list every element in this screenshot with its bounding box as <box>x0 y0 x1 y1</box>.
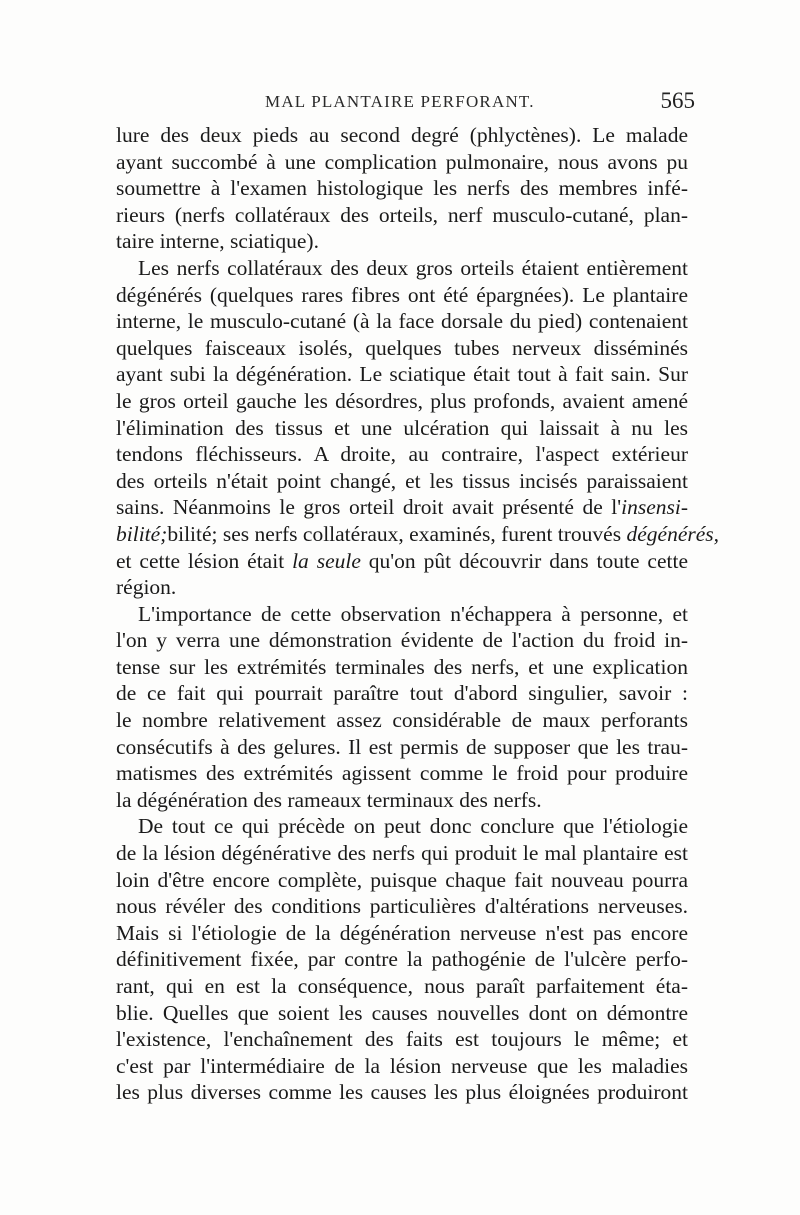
body-text <box>116 122 720 1106</box>
running-title: MAL PLANTAIRE PERFORANT. <box>265 92 535 111</box>
text-line: tense sur les extrémités terminales des nerfs, et une explication <box>116 654 688 679</box>
text-line: Mais si l'étiologie de la dégénération nerveuse n'est pas encore <box>116 920 688 945</box>
text-line: de la lésion dégénérative des nerfs qui produit le mal plantaire est <box>116 841 688 866</box>
text-line: De tout ce qui précède on peut donc conclure que l'étiologie <box>138 814 688 839</box>
text-line: les plus diverses comme les causes les plus éloignées produiront <box>116 1080 688 1105</box>
text-fragment: sains. Néanmoins le gros orteil droit avait présenté de l' <box>116 495 622 520</box>
text-line: interne, le musculo-cutané (à la face dorsale du pied) contenaient <box>116 309 688 334</box>
text-line <box>116 494 688 521</box>
text-line: dégénérés (quelques rares fibres ont été épargnées). Le plantaire <box>116 282 688 307</box>
italic-word: dégénérés, <box>626 521 720 546</box>
italic-word: bilité; <box>116 521 168 546</box>
page-header <box>255 88 695 118</box>
italic-word: insensi- <box>621 495 688 520</box>
text-line: blie. Quelles que soient les causes nouvelles dont on démontre <box>116 1000 688 1025</box>
text-line: le nombre relativement assez considérable de maux perforants <box>116 708 688 733</box>
text-line: lure des deux pieds au second degré (phlyctènes). Le malade <box>116 123 688 147</box>
text-line: définitivement fixée, par contre la pathogénie de l'ulcère perfo- <box>116 947 688 972</box>
page-number: 565 <box>660 88 695 113</box>
text-line: l'on y verra une démonstration évidente de l'action du froid in- <box>116 628 688 653</box>
text-line: rant, qui en est la conséquence, nous paraît parfaitement éta- <box>116 974 688 998</box>
text-line: soumettre à l'examen histologique les nerfs des membres infé- <box>116 176 688 201</box>
text-line <box>116 521 720 548</box>
text-line <box>116 548 688 575</box>
text-line: le gros orteil gauche les désordres, plus profonds, avaient amené <box>116 388 688 413</box>
text-line: Les nerfs collatéraux des deux gros orteils étaient entièrement <box>138 255 688 280</box>
text-fragment: et cette lésion était <box>116 548 293 573</box>
text-line: L'importance de cette observation n'échappera à personne, et <box>138 601 688 626</box>
italic-word: la seule <box>292 548 361 573</box>
text-line: l'élimination des tissus et une ulcération qui laissait à nu les <box>116 415 688 440</box>
text-line: des orteils n'était point changé, et les tissus incisés paraissaient <box>116 468 688 493</box>
text-line: l'existence, l'enchaînement des faits est toujours le même; et <box>116 1027 688 1052</box>
text-line: quelques faisceaux isolés, quelques tubes nerveux disséminés <box>116 335 688 360</box>
text-line: c'est par l'intermédiaire de la lésion nerveuse que les maladies <box>116 1053 688 1078</box>
text-line: la dégénération des rameaux terminaux des nerfs. <box>116 787 542 812</box>
text-fragment: bilité; ses nerfs collatéraux, examinés, furent trouvés <box>167 521 627 546</box>
text-line: loin d'être encore complète, puisque chaque fait nouveau pourra <box>116 867 688 892</box>
text-line: consécutifs à des gelures. Il est permis de supposer que les trau- <box>116 734 688 759</box>
text-line: rieurs (nerfs collatéraux des orteils, nerf musculo-cutané, plan- <box>116 202 688 227</box>
text-line: ayant subi la dégénération. Le sciatique était tout à fait sain. Sur <box>116 362 688 387</box>
text-line: nous révéler des conditions particulières d'altérations nerveuses. <box>116 894 688 919</box>
text-line: de ce fait qui pourrait paraître tout d'abord singulier, savoir : <box>116 681 688 706</box>
text-fragment: qu'on pût découvrir dans toute cette <box>360 548 689 573</box>
text-line: matismes des extrémités agissent comme le froid pour produire <box>116 761 688 786</box>
text-line: région. <box>116 575 177 600</box>
text-line: taire interne, sciatique). <box>116 229 319 254</box>
text-line: tendons fléchisseurs. A droite, au contraire, l'aspect extérieur <box>116 442 688 467</box>
text-line: ayant succombé à une complication pulmonaire, nous avons pu <box>116 149 688 174</box>
